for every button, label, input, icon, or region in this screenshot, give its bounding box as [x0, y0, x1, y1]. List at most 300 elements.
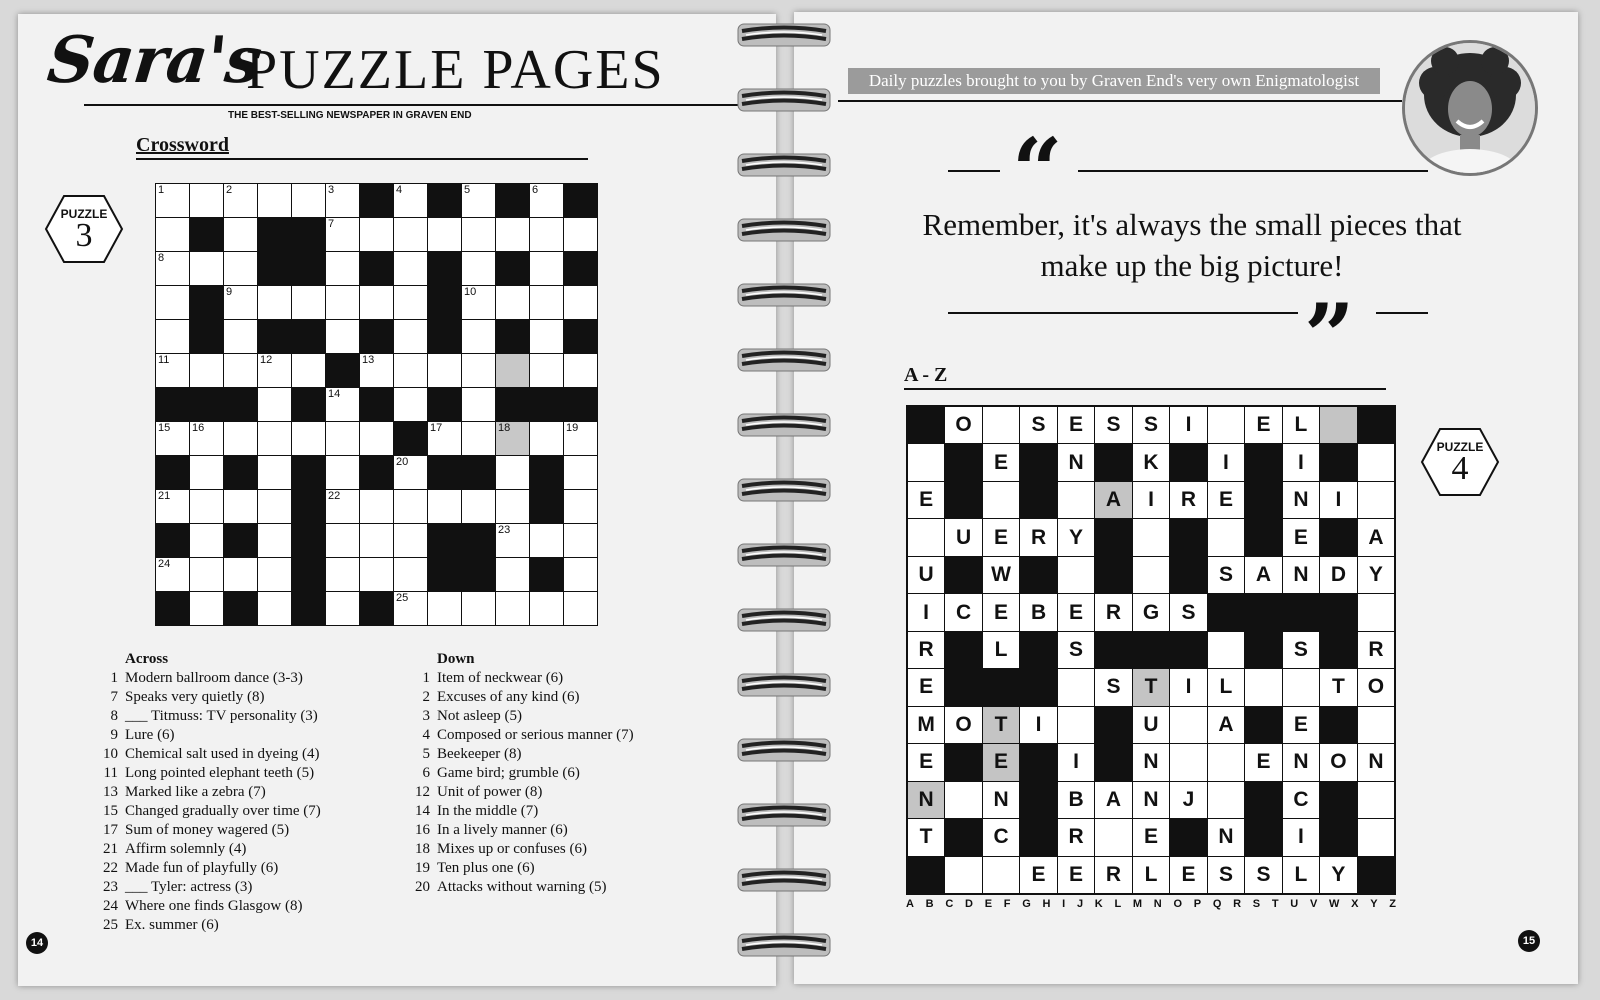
az-cell[interactable]: R: [908, 632, 944, 668]
crossword-cell[interactable]: [530, 422, 563, 455]
az-cell[interactable]: U: [908, 557, 944, 593]
crossword-cell[interactable]: [564, 456, 597, 489]
crossword-cell[interactable]: [496, 456, 529, 489]
crossword-cell[interactable]: [394, 286, 427, 319]
az-cell[interactable]: I: [1170, 407, 1206, 443]
crossword-cell[interactable]: [190, 422, 223, 455]
crossword-cell[interactable]: [462, 184, 495, 217]
az-cell[interactable]: [1208, 519, 1244, 555]
crossword-cell[interactable]: [394, 490, 427, 523]
az-cell[interactable]: [1208, 744, 1244, 780]
puzzle-4-badge: [1420, 427, 1500, 497]
az-cell[interactable]: R: [1058, 819, 1094, 855]
az-cell[interactable]: L: [1208, 669, 1244, 705]
crossword-cell[interactable]: [564, 592, 597, 625]
az-cell[interactable]: I: [1208, 444, 1244, 480]
az-cell[interactable]: [983, 857, 1019, 893]
az-cell[interactable]: E: [983, 444, 1019, 480]
alphabet-letter: Q: [1212, 898, 1222, 910]
az-cell[interactable]: [1208, 407, 1244, 443]
clue-number: 14: [415, 803, 430, 819]
crossword-cell[interactable]: [428, 218, 461, 251]
crossword-section-title: Crossword: [136, 132, 588, 160]
crossword-cell[interactable]: [190, 456, 223, 489]
az-cell[interactable]: E: [1283, 519, 1319, 555]
crossword-block: [190, 218, 223, 251]
az-cell[interactable]: N: [908, 782, 944, 818]
crossword-cell[interactable]: [530, 286, 563, 319]
alphabet-letter: B: [925, 898, 934, 910]
az-cell[interactable]: E: [1170, 857, 1206, 893]
az-cell[interactable]: [1358, 594, 1394, 630]
crossword-grid: [155, 183, 598, 626]
az-cell[interactable]: [1358, 819, 1394, 855]
crossword-cell[interactable]: [292, 286, 325, 319]
az-cell[interactable]: Y: [1058, 519, 1094, 555]
crossword-cell[interactable]: [394, 456, 427, 489]
az-cell[interactable]: I: [1320, 482, 1356, 518]
crossword-cell[interactable]: [496, 490, 529, 523]
clue-item: [96, 878, 396, 897]
az-cell[interactable]: L: [983, 632, 1019, 668]
az-cell[interactable]: A: [1358, 519, 1394, 555]
az-cell[interactable]: Y: [1358, 557, 1394, 593]
az-cell[interactable]: E: [1283, 707, 1319, 743]
az-cell[interactable]: N: [1058, 444, 1094, 480]
az-block: [1095, 444, 1131, 480]
crossword-cell[interactable]: [530, 218, 563, 251]
az-cell[interactable]: L: [1283, 407, 1319, 443]
crossword-cell[interactable]: [156, 184, 189, 217]
spiral-ring-icon: [736, 347, 832, 373]
crossword-cell[interactable]: [326, 558, 359, 591]
az-cell[interactable]: R: [1095, 594, 1131, 630]
az-cell[interactable]: R: [1170, 482, 1206, 518]
crossword-cell[interactable]: [156, 218, 189, 251]
az-cell[interactable]: R: [1358, 632, 1394, 668]
quote-text: Remember, it's always the small pieces that make up the big picture!: [922, 207, 1462, 283]
az-cell[interactable]: S: [1245, 857, 1281, 893]
clue-text: Mixes up or confuses (6): [437, 841, 587, 857]
crossword-cell[interactable]: [360, 490, 393, 523]
az-cell[interactable]: M: [908, 707, 944, 743]
az-block: [1170, 557, 1206, 593]
crossword-cell[interactable]: [394, 558, 427, 591]
az-cell[interactable]: N: [1283, 482, 1319, 518]
clue-number: 6: [532, 184, 539, 196]
crossword-cell[interactable]: [462, 320, 495, 353]
crossword-cell[interactable]: [292, 422, 325, 455]
crossword-cell[interactable]: [258, 422, 291, 455]
az-cell[interactable]: [983, 407, 1019, 443]
crossword-cell[interactable]: [496, 286, 529, 319]
crossword-cell[interactable]: [326, 184, 359, 217]
crossword-cell[interactable]: [530, 320, 563, 353]
crossword-cell[interactable]: [428, 592, 461, 625]
az-cell[interactable]: E: [1133, 819, 1169, 855]
az-cell[interactable]: C: [1283, 782, 1319, 818]
crossword-cell[interactable]: [224, 252, 257, 285]
az-cell[interactable]: [1170, 744, 1206, 780]
clue-number: 1: [110, 670, 118, 686]
clue-item: [96, 802, 396, 821]
crossword-cell[interactable]: [224, 354, 257, 387]
crossword-cell[interactable]: [428, 422, 461, 455]
az-block: [1245, 444, 1281, 480]
az-cell[interactable]: S: [1020, 407, 1056, 443]
az-block: [908, 407, 944, 443]
az-cell[interactable]: L: [1133, 857, 1169, 893]
crossword-cell[interactable]: [156, 490, 189, 523]
crossword-cell[interactable]: [530, 354, 563, 387]
crossword-block: [428, 456, 461, 489]
az-cell[interactable]: E: [1245, 744, 1281, 780]
clue-number: 21: [103, 841, 118, 857]
crossword-cell[interactable]: [462, 490, 495, 523]
az-cell[interactable]: N: [1208, 819, 1244, 855]
az-cell[interactable]: T: [908, 819, 944, 855]
az-cell[interactable]: B: [1020, 594, 1056, 630]
clue-number: 19: [566, 422, 579, 434]
az-cell[interactable]: E: [1058, 857, 1094, 893]
az-block: [1095, 519, 1131, 555]
crossword-block: [530, 456, 563, 489]
az-block: [1358, 407, 1394, 443]
az-cell[interactable]: N: [1358, 744, 1394, 780]
clue-item: [408, 840, 738, 859]
crossword-cell[interactable]: [292, 354, 325, 387]
az-cell[interactable]: [1358, 782, 1394, 818]
az-cell[interactable]: N: [1133, 744, 1169, 780]
crossword-cell[interactable]: [530, 252, 563, 285]
down-heading: Down: [437, 651, 475, 667]
az-cell[interactable]: [1058, 557, 1094, 593]
az-cell[interactable]: [1245, 669, 1281, 705]
az-block: [1320, 707, 1356, 743]
crossword-block: [224, 456, 257, 489]
crossword-cell[interactable]: [258, 558, 291, 591]
az-cell[interactable]: [1208, 782, 1244, 818]
crossword-cell[interactable]: [190, 558, 223, 591]
az-block: [1245, 632, 1281, 668]
az-cell[interactable]: [983, 482, 1019, 518]
crossword-cell[interactable]: [156, 252, 189, 285]
az-cell[interactable]: [1208, 632, 1244, 668]
az-cell[interactable]: [1058, 482, 1094, 518]
crossword-cell[interactable]: [564, 490, 597, 523]
crossword-cell[interactable]: [394, 252, 427, 285]
az-cell[interactable]: S: [1058, 632, 1094, 668]
az-cell[interactable]: E: [1245, 407, 1281, 443]
spiral-ring-icon: [736, 932, 832, 958]
az-cell[interactable]: E: [908, 669, 944, 705]
clue-number: 10: [103, 746, 118, 762]
crossword-cell[interactable]: [156, 354, 189, 387]
az-cell[interactable]: [908, 444, 944, 480]
crossword-cell[interactable]: [190, 184, 223, 217]
az-cell[interactable]: B: [1058, 782, 1094, 818]
clue-item: [408, 802, 738, 821]
clue-item: [96, 745, 396, 764]
crossword-cell[interactable]: [564, 286, 597, 319]
az-cell[interactable]: K: [1133, 444, 1169, 480]
az-cell[interactable]: [1358, 444, 1394, 480]
clue-number: 3: [328, 184, 335, 196]
crossword-cell[interactable]: [258, 524, 291, 557]
crossword-cell[interactable]: [360, 422, 393, 455]
crossword-cell[interactable]: [190, 252, 223, 285]
crossword-cell[interactable]: [258, 184, 291, 217]
crossword-cell[interactable]: [360, 354, 393, 387]
crossword-cell[interactable]: [326, 524, 359, 557]
az-cell[interactable]: I: [1058, 744, 1094, 780]
crossword-cell[interactable]: [462, 218, 495, 251]
alphabet-strip: [906, 898, 1396, 910]
crossword-cell[interactable]: [258, 388, 291, 421]
crossword-block: [156, 388, 189, 421]
crossword-cell[interactable]: [224, 320, 257, 353]
crossword-cell[interactable]: [360, 524, 393, 557]
az-cell[interactable]: [945, 857, 981, 893]
az-cell[interactable]: S: [1133, 407, 1169, 443]
crossword-cell[interactable]: [496, 354, 529, 387]
brand-script-logo: Sara's: [44, 23, 265, 98]
crossword-cell[interactable]: [326, 388, 359, 421]
az-cell[interactable]: [1133, 519, 1169, 555]
az-cell[interactable]: S: [1170, 594, 1206, 630]
az-cell[interactable]: A: [1095, 782, 1131, 818]
alphabet-letter: Z: [1389, 898, 1396, 910]
az-cell[interactable]: [1170, 707, 1206, 743]
crossword-cell[interactable]: [258, 490, 291, 523]
crossword-cell[interactable]: [462, 354, 495, 387]
crossword-cell[interactable]: [326, 320, 359, 353]
az-cell[interactable]: T: [1320, 669, 1356, 705]
crossword-cell[interactable]: [462, 592, 495, 625]
crossword-block: [292, 592, 325, 625]
crossword-cell[interactable]: [326, 422, 359, 455]
az-grid: [906, 405, 1396, 895]
az-block: [945, 444, 981, 480]
az-cell[interactable]: L: [1283, 857, 1319, 893]
clue-number: 25: [396, 592, 409, 604]
crossword-cell[interactable]: [428, 354, 461, 387]
clue-number: 18: [415, 841, 430, 857]
crossword-cell[interactable]: [224, 218, 257, 251]
crossword-cell[interactable]: [496, 558, 529, 591]
az-cell[interactable]: W: [983, 557, 1019, 593]
az-cell[interactable]: N: [983, 782, 1019, 818]
crossword-cell[interactable]: [224, 184, 257, 217]
crossword-cell[interactable]: [530, 524, 563, 557]
az-cell[interactable]: [908, 519, 944, 555]
az-cell[interactable]: R: [1020, 519, 1056, 555]
crossword-cell[interactable]: [530, 184, 563, 217]
crossword-cell[interactable]: [496, 422, 529, 455]
az-cell[interactable]: I: [1133, 482, 1169, 518]
quote-rule: [948, 170, 1000, 172]
clue-text: Speaks very quietly (8): [125, 689, 265, 705]
crossword-cell[interactable]: [394, 320, 427, 353]
az-cell[interactable]: A: [1095, 482, 1131, 518]
az-cell[interactable]: S: [1095, 407, 1131, 443]
crossword-cell[interactable]: [462, 252, 495, 285]
crossword-block: [292, 456, 325, 489]
crossword-cell[interactable]: [394, 218, 427, 251]
az-cell[interactable]: I: [1283, 819, 1319, 855]
az-cell[interactable]: E: [1020, 857, 1056, 893]
az-cell[interactable]: A: [1208, 707, 1244, 743]
az-cell[interactable]: U: [1133, 707, 1169, 743]
crossword-cell[interactable]: [326, 252, 359, 285]
az-cell[interactable]: U: [945, 519, 981, 555]
crossword-cell[interactable]: [564, 218, 597, 251]
az-cell[interactable]: [1058, 669, 1094, 705]
crossword-cell[interactable]: [564, 354, 597, 387]
crossword-cell[interactable]: [224, 422, 257, 455]
crossword-cell[interactable]: [190, 490, 223, 523]
az-cell[interactable]: E: [983, 519, 1019, 555]
crossword-block: [428, 558, 461, 591]
crossword-cell[interactable]: [360, 558, 393, 591]
az-cell[interactable]: S: [1283, 632, 1319, 668]
crossword-cell[interactable]: [156, 422, 189, 455]
clue-text: Chemical salt used in dyeing (4): [125, 746, 320, 762]
az-cell[interactable]: I: [1170, 669, 1206, 705]
az-cell[interactable]: J: [1170, 782, 1206, 818]
az-cell[interactable]: N: [1283, 557, 1319, 593]
spiral-ring-icon: [736, 607, 832, 633]
az-cell[interactable]: [1283, 669, 1319, 705]
crossword-cell[interactable]: [496, 524, 529, 557]
crossword-cell[interactable]: [326, 490, 359, 523]
az-cell[interactable]: Y: [1320, 857, 1356, 893]
crossword-cell[interactable]: [496, 218, 529, 251]
az-cell[interactable]: [1358, 482, 1394, 518]
crossword-cell[interactable]: [462, 286, 495, 319]
crossword-cell[interactable]: [224, 286, 257, 319]
az-cell[interactable]: E: [1058, 407, 1094, 443]
crossword-cell[interactable]: [224, 558, 257, 591]
az-cell[interactable]: E: [983, 744, 1019, 780]
crossword-cell[interactable]: [292, 184, 325, 217]
crossword-cell[interactable]: [156, 558, 189, 591]
az-cell[interactable]: O: [1320, 744, 1356, 780]
az-block: [1020, 819, 1056, 855]
az-cell[interactable]: T: [1133, 669, 1169, 705]
az-cell[interactable]: I: [908, 594, 944, 630]
crossword-cell[interactable]: [258, 286, 291, 319]
crossword-cell[interactable]: [564, 524, 597, 557]
az-cell[interactable]: [1133, 557, 1169, 593]
crossword-block: [360, 388, 393, 421]
az-cell[interactable]: [1320, 407, 1356, 443]
crossword-cell[interactable]: [394, 388, 427, 421]
crossword-cell[interactable]: [326, 286, 359, 319]
az-cell[interactable]: A: [1245, 557, 1281, 593]
crossword-cell[interactable]: [394, 524, 427, 557]
az-cell[interactable]: S: [1208, 557, 1244, 593]
crossword-cell[interactable]: [326, 456, 359, 489]
crossword-block: [394, 422, 427, 455]
crossword-cell[interactable]: [462, 388, 495, 421]
az-cell[interactable]: [1358, 707, 1394, 743]
crossword-cell[interactable]: [394, 184, 427, 217]
az-cell[interactable]: R: [1095, 857, 1131, 893]
az-cell[interactable]: G: [1133, 594, 1169, 630]
clue-item: [408, 726, 738, 745]
puzzle-badge-label: PUZZLE: [1436, 440, 1484, 454]
crossword-cell[interactable]: [394, 592, 427, 625]
crossword-cell[interactable]: [156, 320, 189, 353]
clue-number: 24: [158, 558, 171, 570]
crossword-cell[interactable]: [190, 592, 223, 625]
crossword-cell[interactable]: [156, 286, 189, 319]
az-cell[interactable]: C: [945, 594, 981, 630]
clue-item: [408, 878, 738, 897]
az-cell[interactable]: [1058, 707, 1094, 743]
crossword-cell[interactable]: [224, 490, 257, 523]
crossword-cell[interactable]: [190, 524, 223, 557]
clue-text: Affirm solemnly (4): [125, 841, 247, 857]
az-section-title: A - Z: [904, 362, 1386, 390]
az-cell[interactable]: I: [1020, 707, 1056, 743]
crossword-cell[interactable]: [462, 422, 495, 455]
crossword-cell[interactable]: [564, 422, 597, 455]
az-cell[interactable]: O: [945, 407, 981, 443]
az-cell[interactable]: N: [1133, 782, 1169, 818]
az-cell[interactable]: E: [1058, 594, 1094, 630]
az-cell[interactable]: T: [983, 707, 1019, 743]
az-cell[interactable]: I: [1283, 444, 1319, 480]
crossword-cell[interactable]: [360, 286, 393, 319]
az-cell[interactable]: D: [1320, 557, 1356, 593]
az-cell[interactable]: E: [983, 594, 1019, 630]
az-cell[interactable]: [945, 782, 981, 818]
crossword-cell[interactable]: [258, 592, 291, 625]
az-block: [1020, 557, 1056, 593]
az-cell[interactable]: [1095, 819, 1131, 855]
crossword-cell[interactable]: [326, 218, 359, 251]
crossword-cell[interactable]: [326, 592, 359, 625]
az-cell[interactable]: O: [1358, 669, 1394, 705]
crossword-cell[interactable]: [496, 592, 529, 625]
az-block: [1245, 782, 1281, 818]
clue-number: 25: [103, 917, 118, 933]
az-cell[interactable]: C: [983, 819, 1019, 855]
az-cell[interactable]: E: [908, 744, 944, 780]
crossword-cell[interactable]: [190, 354, 223, 387]
az-block: [1283, 594, 1319, 630]
crossword-cell[interactable]: [564, 558, 597, 591]
crossword-cell[interactable]: [258, 456, 291, 489]
crossword-cell[interactable]: [428, 490, 461, 523]
crossword-cell[interactable]: [394, 354, 427, 387]
crossword-cell[interactable]: [530, 592, 563, 625]
az-cell[interactable]: S: [1208, 857, 1244, 893]
az-block: [1208, 594, 1244, 630]
az-cell[interactable]: S: [1095, 669, 1131, 705]
crossword-cell[interactable]: [360, 218, 393, 251]
crossword-block: [360, 184, 393, 217]
crossword-cell[interactable]: [258, 354, 291, 387]
az-cell[interactable]: E: [908, 482, 944, 518]
clue-number: 11: [158, 354, 170, 366]
az-cell[interactable]: O: [945, 707, 981, 743]
quote-rule: [1078, 170, 1428, 172]
az-cell[interactable]: N: [1283, 744, 1319, 780]
az-cell[interactable]: E: [1208, 482, 1244, 518]
